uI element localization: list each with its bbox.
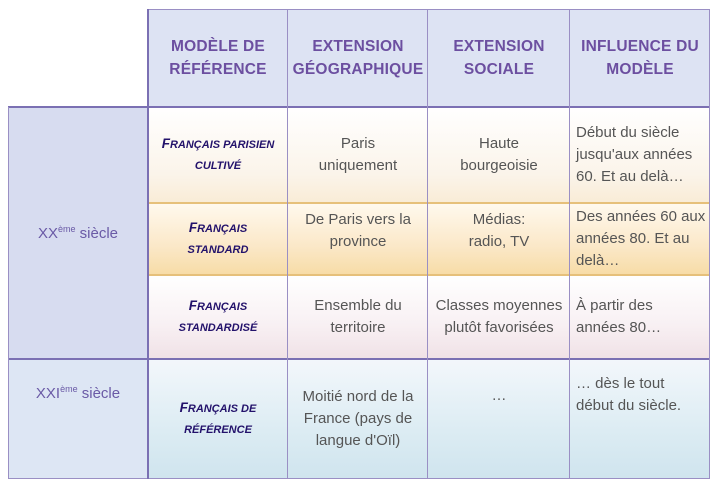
grid-row1-line (148, 202, 710, 204)
century-xxi-text: XXIème siècle (35, 384, 121, 402)
header-geo-text: EXTENSION GÉOGRAPHIQUE (292, 38, 424, 78)
model-text: FRANÇAIS DE RÉFÉRENCE (179, 400, 257, 436)
geo-cell: Moitié nord de la France (pays de langue d'Oïl) (288, 359, 428, 479)
model-francais-standardise (148, 275, 288, 359)
influence-cell: À partir des années 80… (570, 275, 710, 359)
header-geographic-extension (288, 9, 428, 107)
grid-col3-line (427, 9, 428, 479)
geo-cell: De Paris vers la province (288, 203, 428, 275)
model-francais-parisien-cultive (148, 107, 288, 203)
header-model-text: MODÈLE DE RÉFÉRENCE (169, 38, 267, 78)
grid-bottom-line (8, 478, 710, 479)
grid-right-line (709, 9, 710, 479)
header-social-extension (428, 9, 570, 107)
social-cell: Haute bourgeoisie (428, 107, 570, 203)
geo-cell: Ensemble du territoire (288, 275, 428, 359)
header-influence-text: INFLUENCE DU MODÈLE (581, 38, 699, 78)
influence-cell: Des années 60 aux années 80. Et au delà… (570, 203, 710, 275)
model-francais-standard (148, 203, 288, 275)
social-cell: Médias: radio, TV (428, 203, 570, 275)
model-text: FRANÇAIS PARISIEN CULTIVÉ (161, 136, 275, 172)
grid-row2-line (148, 274, 710, 276)
social-cell: Classes moyennes plutôt favorisées (428, 275, 570, 359)
model-text: FRANÇAIS STANDARDISÉ (178, 298, 258, 334)
model-francais-de-reference (148, 359, 288, 479)
geo-cell: Paris uniquement (288, 107, 428, 203)
grid-col2-line (287, 9, 288, 479)
header-model (148, 9, 288, 107)
grid-col1-line (147, 9, 149, 479)
header-social-text: EXTENSION SOCIALE (453, 38, 545, 78)
grid-col4-line (569, 9, 570, 479)
grid-left-line (8, 107, 9, 479)
century-xxi-label (8, 359, 148, 479)
grid-header-bottom-line (8, 106, 710, 108)
century-xx-text: XXème siècle (37, 223, 119, 242)
grid-century-line (8, 358, 710, 360)
header-model-influence (570, 9, 710, 107)
grid-top-line (148, 9, 710, 10)
influence-cell: Début du siècle jusqu'aux années 60. Et au delà… (570, 107, 710, 203)
reference-model-table (8, 9, 710, 479)
model-text: FRANÇAIS STANDARD (187, 220, 249, 256)
century-xx-label (8, 107, 148, 359)
social-cell: … (428, 359, 570, 479)
influence-cell: … dès le tout début du siècle. (570, 359, 710, 479)
